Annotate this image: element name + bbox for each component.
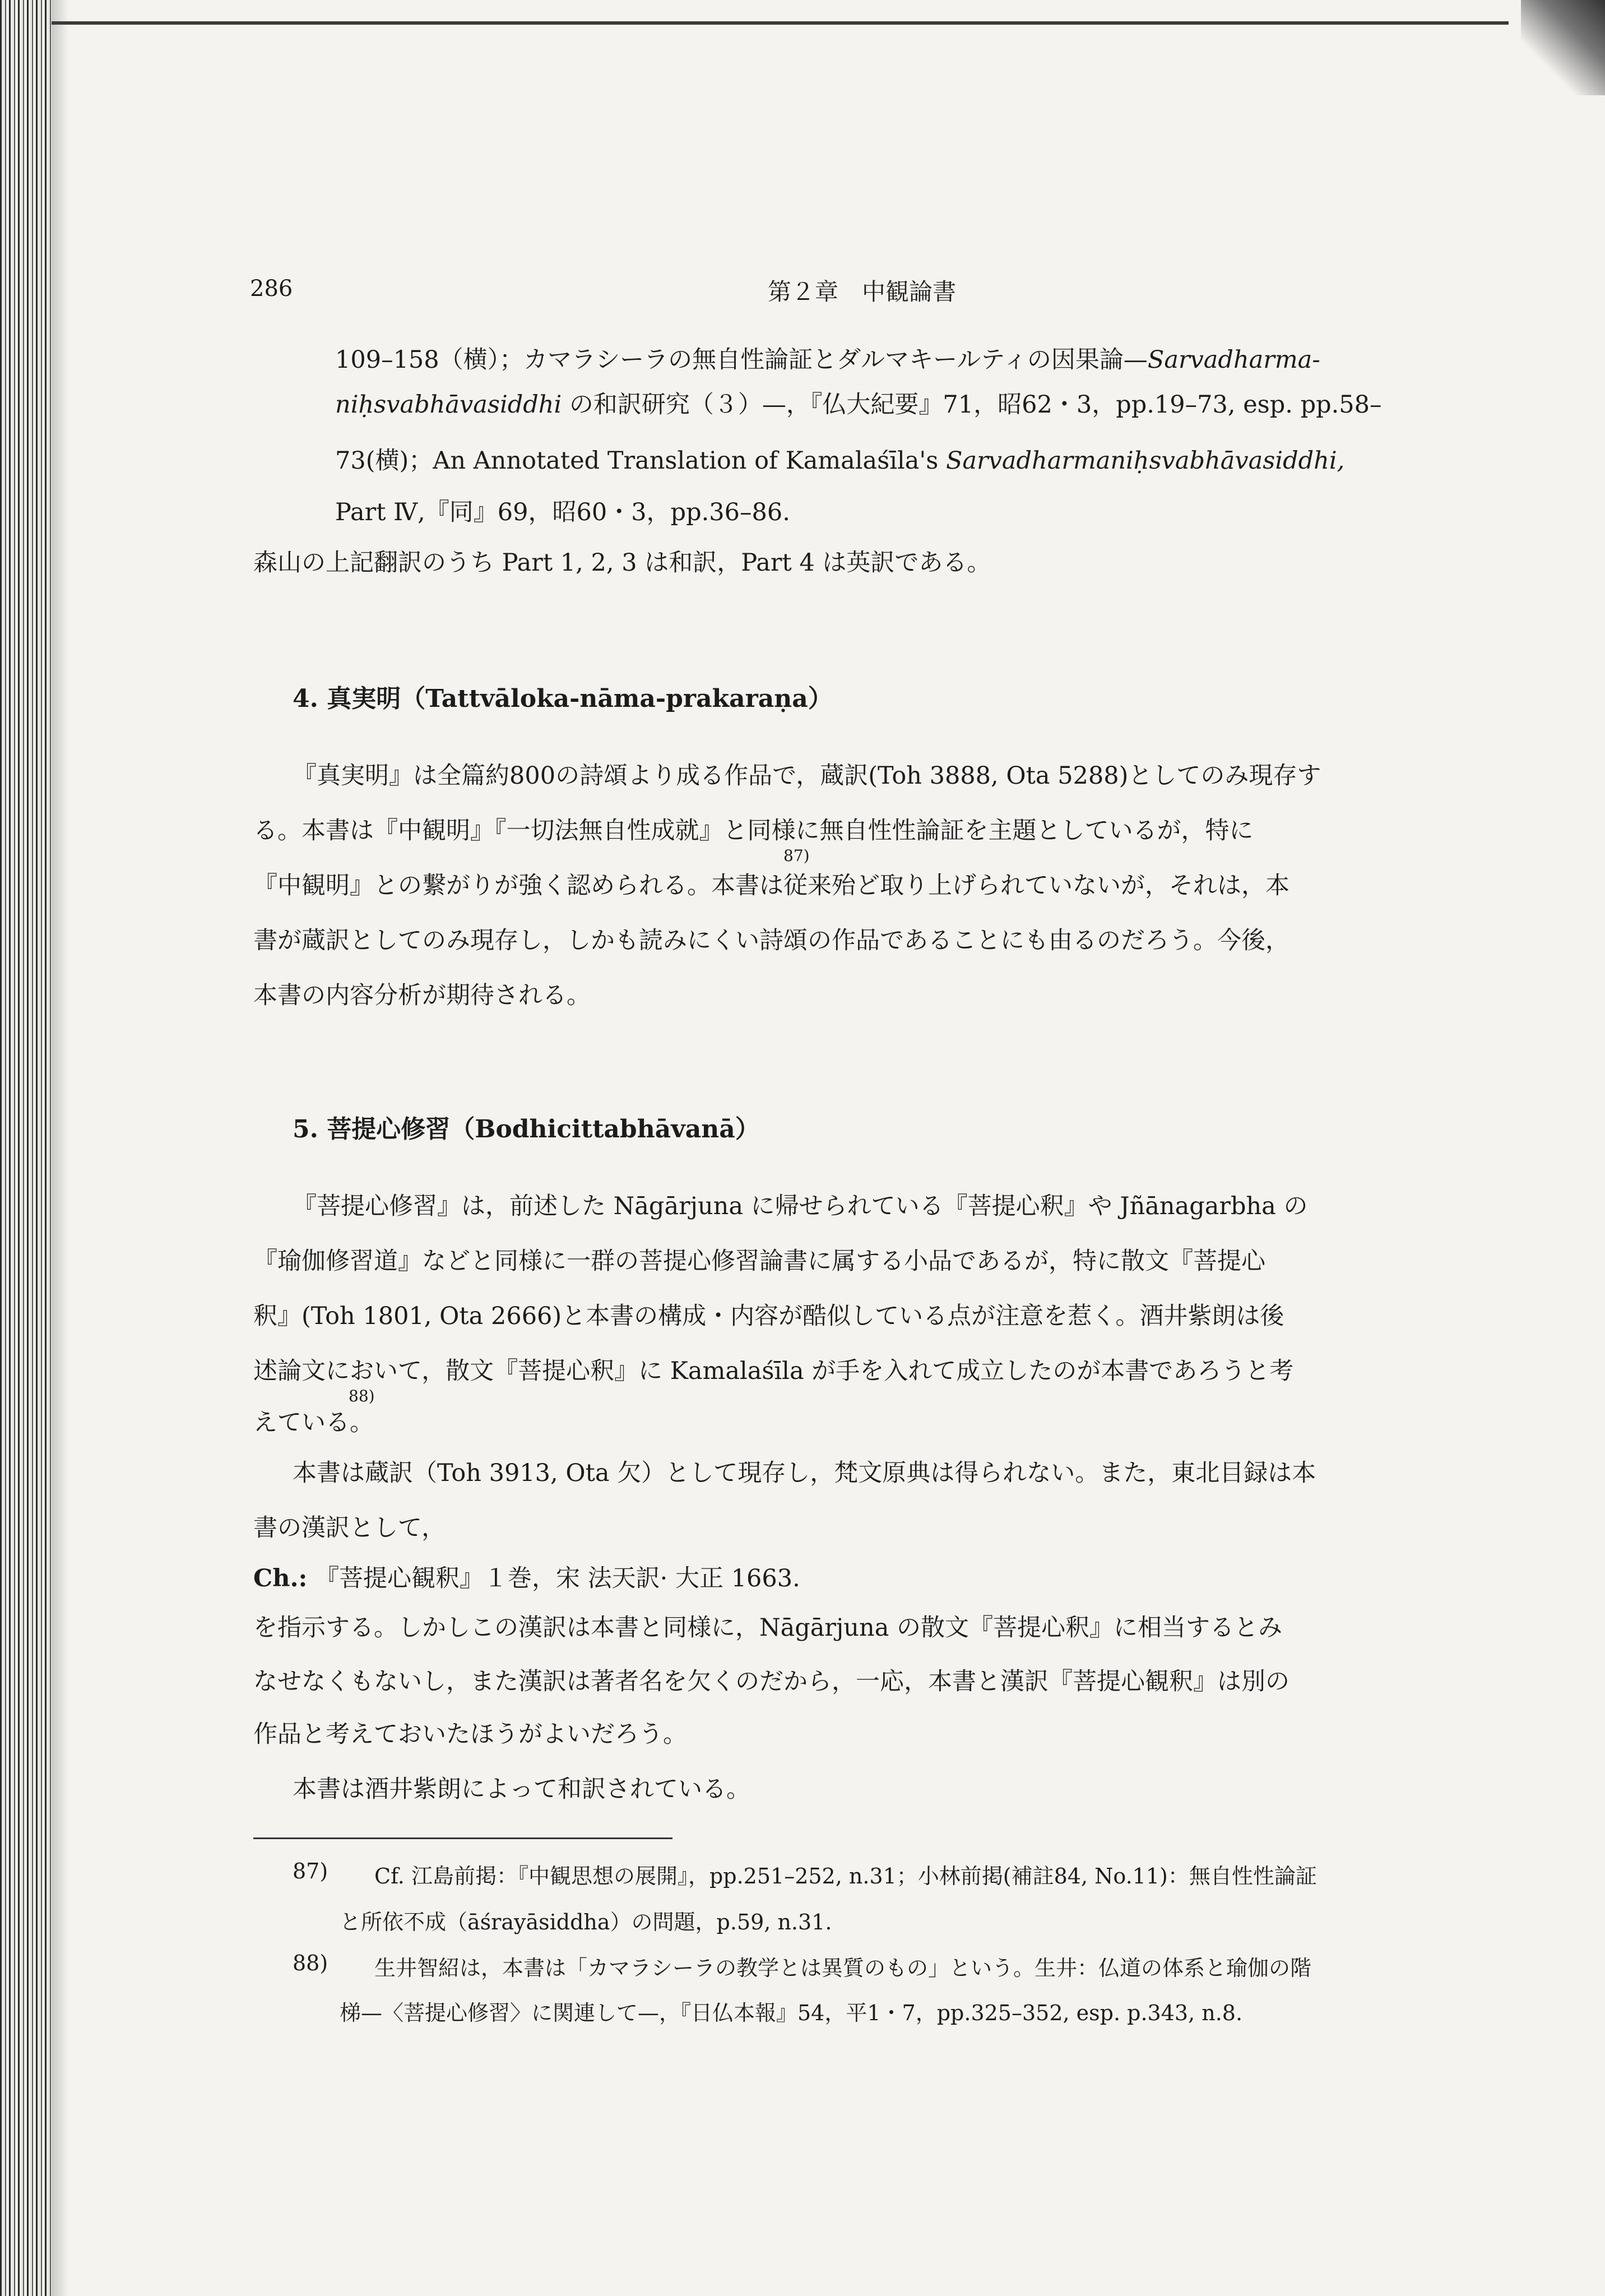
- running-head: 第２章 中観論書: [768, 278, 957, 305]
- continuation-line-3: 73(横)；An Annotated Translation of Kamalaśīla's Sarvadharmaniḥsvabhāvasiddhi,: [335, 447, 1345, 475]
- chinese-translation-entry: Ch.: 『菩提心観釈』１巻，宋 法天訳· 大正 1663.: [253, 1564, 800, 1593]
- section-5-para3-line: 作品と考えておいたほうがよいだろう。: [253, 1720, 687, 1748]
- continuation-line-5: 森山の上記翻訳のうち Part 1, 2, 3 は和訳，Part 4 は英訳である。: [253, 549, 991, 577]
- section-4-line: 本書の内容分析が期待される。: [253, 982, 591, 1010]
- section-5-para1-line: 釈』(Toh 1801, Ota 2666)と本書の構成・内容が酷似している点が注意を惹く。酒井紫朗は後: [253, 1302, 1284, 1330]
- section-4-line: 書が蔵訳としてのみ現存し，しかも読みにくい詩頌の作品であることにも由るのだろう。今後，: [253, 927, 1289, 955]
- page-number: 286: [250, 276, 293, 302]
- gutter-shadow: [52, 0, 68, 2296]
- footnote-87-number: 87): [293, 1859, 328, 1883]
- page-top-edge: [52, 21, 1509, 25]
- footnote-ref-87: 87): [783, 846, 810, 865]
- section-4-heading: 4. 真実明（Tattvāloka-nāma-prakaraṇa）: [293, 684, 833, 713]
- continuation-line-1: 109–158（横）；カマラシーラの無自性論証とダルマキールティの因果論—Sarvadharma-: [335, 346, 1320, 374]
- section-5-heading: 5. 菩提心修習（Bodhicittabhāvanā）: [293, 1115, 760, 1144]
- section-5-para2-line: 書の漢訳として，: [253, 1514, 446, 1542]
- section-4-line: る。本書は『中観明』『一切法無自性成就』と同様に無自性性論証を主題としているが，特に: [253, 817, 1254, 845]
- section-5-para3-line: を指示する。しかしこの漢訳は本書と同様に，Nāgārjuna の散文『菩提心釈』に相当するとみ: [253, 1614, 1283, 1642]
- book-spine: [0, 0, 52, 2296]
- section-5-para1-line: 『瑜伽修習道』などと同様に一群の菩提心修習論書に属する小品であるが，特に散文『菩提心: [253, 1247, 1265, 1275]
- footnote-87-line: Cf. 江島前掲：『中観思想の展開』，pp.251–252, n.31；小林前掲(補註84, No.11)：無自性性論証: [374, 1864, 1317, 1888]
- footnote-88-line: 生井智紹は，本書は「カマラシーラの教学とは異質のもの」という。生井：仏道の体系と瑜伽の階: [374, 1956, 1312, 1980]
- section-5-para2-line: 本書は蔵訳（Toh 3913, Ota 欠）として現存し，梵文原典は得られない。また，東北目録は本: [293, 1459, 1316, 1487]
- section-5-para1-line: えている。: [253, 1409, 374, 1437]
- section-5-para1-line: 『菩提心修習』は，前述した Nāgārjuna に帰せられている『菩提心釈』や Jñānagarbha の: [293, 1192, 1308, 1220]
- footnote-ref-88: 88): [349, 1387, 375, 1405]
- footnote-87-line: と所依不成（āśrayāsiddha）の問題，p.59, n.31.: [340, 1910, 832, 1934]
- page-corner-shadow: [1521, 0, 1605, 95]
- section-5-para3-line: なせなくもないし，また漢訳は著者名を欠くのだから，一応，本書と漢訳『菩提心観釈』は別の: [253, 1668, 1289, 1696]
- continuation-line-4: Part Ⅳ,『同』69，昭60・3，pp.36–86.: [335, 498, 790, 526]
- section-5-para1-line: 述論文において，散文『菩提心釈』に Kamalaśīla が手を入れて成立したのが本書であろうと考: [253, 1357, 1294, 1385]
- section-4-line: 『真実明』は全篇約800の詩頌より成る作品で，蔵訳(Toh 3888, Ota 5288)としてのみ現存す: [293, 762, 1321, 790]
- footnote-88-line: 梯—〈菩提心修習〉に関連して—，『日仏本報』54，平1・7，pp.325–352, esp. p.343, n.8.: [340, 2001, 1243, 2025]
- section-5-para4: 本書は酒井紫朗によって和訳されている。: [293, 1775, 750, 1803]
- continuation-line-2: niḥsvabhāvasiddhi の和訳研究（３）—，『仏大紀要』71，昭62・3，pp.19–73, esp. pp.58–: [335, 391, 1382, 419]
- section-4-line: 『中観明』との繋がりが強く認められる。本書は従来殆ど取り上げられていないが，それは，本: [253, 872, 1289, 900]
- footnote-rule: [253, 1837, 672, 1839]
- footnote-88-number: 88): [293, 1951, 328, 1975]
